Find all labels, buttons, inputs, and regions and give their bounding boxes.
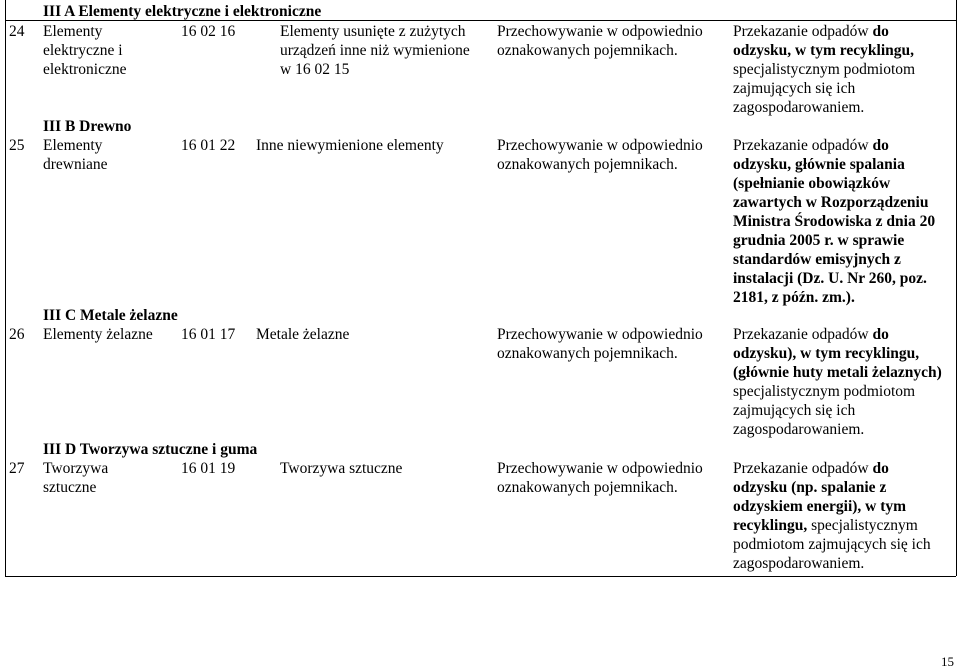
waste-code: 16 01 17: [181, 326, 236, 343]
handling-method: instalacji (Dz. U. Nr 260, poz.: [733, 270, 927, 287]
handling-method: zagospodarowaniem.: [733, 555, 865, 572]
storage-method: oznakowanych pojemnikach.: [497, 156, 678, 173]
handling-method: zagospodarowaniem.: [733, 99, 865, 116]
waste-code: 16 02 16: [181, 23, 236, 40]
waste-name: Elementy: [43, 23, 103, 40]
handling-method: (głównie huty metali żelaznych): [733, 364, 942, 381]
waste-name: sztuczne: [43, 479, 97, 496]
waste-description: w 16 02 15: [280, 61, 350, 78]
storage-method: Przechowywanie w odpowiednio: [497, 460, 703, 477]
handling-method: Przekazanie odpadów do: [733, 460, 889, 477]
handling-method: 2181, z późn. zm.).: [733, 289, 855, 306]
handling-method: odzysku, głównie spalania: [733, 156, 905, 173]
waste-description: Elementy usunięte z zużytych: [280, 23, 466, 40]
handling-method: specjalistycznym podmiotom: [733, 61, 916, 78]
waste-name: elektroniczne: [43, 61, 127, 78]
handling-method: zajmujących się ich: [733, 80, 856, 97]
storage-method: Przechowywanie w odpowiednio: [497, 23, 703, 40]
section-header-a: III A Elementy elektryczne i elektroniczne: [43, 3, 322, 20]
section-header-d: III D Tworzywa sztuczne i guma: [43, 441, 258, 458]
handling-method: standardów emisyjnych z: [733, 251, 901, 268]
handling-method: (spełnianie obowiązków: [733, 175, 891, 192]
waste-description: Tworzywa sztuczne: [280, 460, 403, 477]
handling-method: zagospodarowaniem.: [733, 421, 865, 438]
handling-method: Przekazanie odpadów do: [733, 326, 889, 343]
handling-method: podmiotom zajmujących się ich: [733, 536, 931, 553]
row-number: 27: [9, 460, 25, 477]
waste-code: 16 01 22: [181, 137, 236, 154]
handling-method: recyklingu, specjalistycznym: [733, 517, 918, 534]
waste-description: Metale żelazne: [256, 326, 350, 343]
waste-description: urządzeń inne niż wymienione: [280, 42, 470, 59]
handling-method: specjalistycznym podmiotom: [733, 383, 916, 400]
waste-name: Elementy żelazne: [43, 326, 153, 343]
section-header-c: III C Metale żelazne: [43, 307, 178, 324]
storage-method: oznakowanych pojemnikach.: [497, 345, 678, 362]
handling-method: odzysku (np. spalanie z: [733, 479, 887, 496]
storage-method: oznakowanych pojemnikach.: [497, 42, 678, 59]
handling-method: grudnia 2005 r. w sprawie: [733, 232, 905, 249]
handling-method: odzysku), w tym recyklingu,: [733, 345, 920, 362]
handling-method: Przekazanie odpadów do: [733, 137, 889, 154]
row-number: 25: [9, 137, 25, 154]
handling-method: odzysku, w tym recyklingu,: [733, 42, 914, 59]
handling-method: zajmujących się ich: [733, 402, 856, 419]
row-number: 26: [9, 326, 25, 343]
waste-name: elektryczne i: [43, 42, 123, 59]
waste-name: Elementy: [43, 137, 103, 154]
handling-method: Przekazanie odpadów do: [733, 23, 889, 40]
storage-method: Przechowywanie w odpowiednio: [497, 326, 703, 343]
waste-code: 16 01 19: [181, 460, 236, 477]
table-bottom-rule: [5, 576, 956, 577]
waste-name: Tworzywa: [43, 460, 109, 477]
waste-description: Inne niewymienione elementy: [256, 137, 444, 154]
page-number: 15: [941, 654, 954, 669]
handling-method: odzyskiem energii), w tym: [733, 498, 907, 515]
handling-method: Ministra Środowiska z dnia 20: [733, 213, 936, 230]
storage-method: oznakowanych pojemnikach.: [497, 479, 678, 496]
waste-name: drewniane: [43, 156, 108, 173]
storage-method: Przechowywanie w odpowiednio: [497, 137, 703, 154]
handling-method: zawartych w Rozporządzeniu: [733, 194, 929, 211]
section-header-b: III B Drewno: [43, 118, 132, 135]
row-number: 24: [9, 23, 25, 40]
